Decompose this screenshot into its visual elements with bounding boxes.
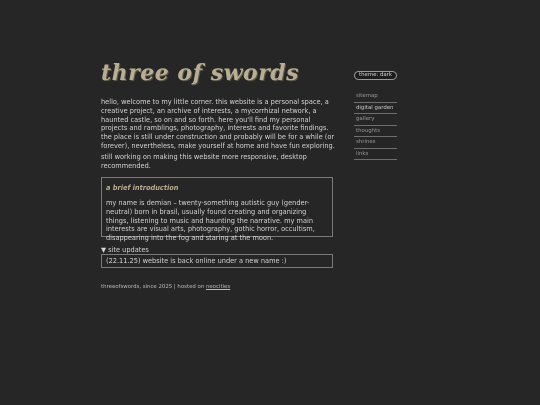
footer <box>101 283 230 291</box>
nav-item-sitemap[interactable]: sitemap <box>354 91 397 103</box>
nav-item-thoughts[interactable]: thoughts <box>354 126 397 138</box>
site-title: three of swords <box>101 60 300 86</box>
side-nav <box>354 91 397 160</box>
neocities-link[interactable]: neocities <box>205 284 231 290</box>
nav-item-digital-garden[interactable]: digital garden <box>354 103 397 115</box>
footer-text: threeofswords, since 2025 | hosted on <box>101 284 206 290</box>
nav-item-links[interactable]: links <box>354 149 397 161</box>
site-updates-box <box>101 254 333 268</box>
nav-item-shrines[interactable]: shrines <box>354 137 397 149</box>
status-note: still working on making this website more responsive, desktop recommended. <box>101 153 307 170</box>
intro-paragraph: hello, welcome to my little corner. this website is a personal space, a creative project, an archive of interests, a mycorrhizal network, a haunted castle, so on and so forth. here you'll find my personal projects and ramblings, photography, interests and favorite findings. the place is still under construction and probably will be for a while (or forever), nevertheless, make yourself at home and have fun exploring. <box>101 98 335 150</box>
theme-toggle-button[interactable]: theme: dark <box>354 71 397 80</box>
nav-item-gallery[interactable]: gallery <box>354 114 397 126</box>
site-updates-toggle[interactable]: ▼ site updates <box>101 246 149 254</box>
brief-introduction-text: my name is demian – twenty-something autistic guy (gender-neutral) born in brasil, usually found creating and organizing things, listening to music and haunting the narrative. my main interests are visual arts, photography, gothic horror, occultism, disappearing into the fog and staring at the moon. <box>106 199 315 243</box>
brief-introduction-title: a brief introduction <box>106 184 179 192</box>
site-update-entry: (22.11.25) website is back online under a new name :) <box>106 257 287 265</box>
brief-introduction-box <box>101 177 333 243</box>
